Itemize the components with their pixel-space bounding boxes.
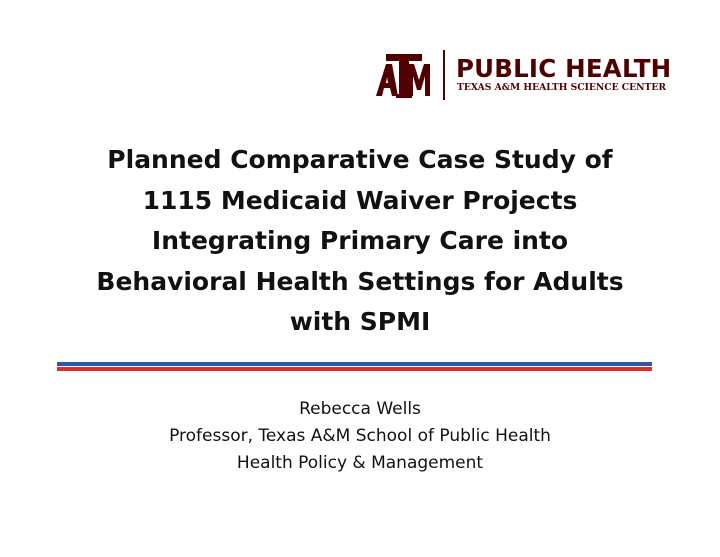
- title-line: 1115 Medicaid Waiver Projects: [142, 185, 578, 215]
- logo-title: PUBLIC HEALTH: [456, 54, 672, 83]
- title-line: Behavioral Health Settings for Adults: [96, 266, 624, 296]
- divider-red: [57, 367, 652, 371]
- presenter-info: [60, 396, 660, 477]
- presenter-role: Professor, Texas A&M School of Public Health: [169, 426, 551, 446]
- title-line: Planned Comparative Case Study of: [107, 145, 613, 174]
- presenter-department: Health Policy & Management: [236, 453, 484, 473]
- title-line: with SPMI: [289, 307, 431, 336]
- logo-subtitle: TEXAS A&M HEALTH SCIENCE CENTER: [457, 82, 666, 93]
- atm-logo-icon: [376, 52, 432, 100]
- university-logo: [376, 46, 672, 104]
- slide-title: [60, 140, 660, 343]
- presenter-name: Rebecca Wells: [299, 399, 421, 419]
- title-line: Integrating Primary Care into: [151, 226, 569, 255]
- logo-divider: [443, 50, 445, 100]
- divider-blue: [57, 362, 652, 366]
